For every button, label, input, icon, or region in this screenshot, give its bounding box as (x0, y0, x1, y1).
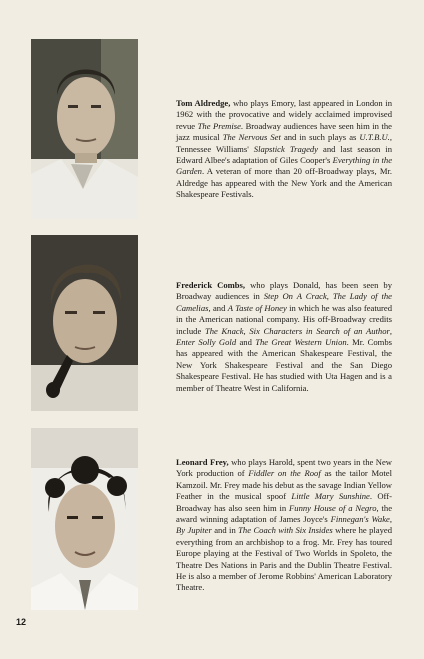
work-title: Step On A Crack (263, 291, 327, 302)
bio-paragraph (176, 280, 392, 394)
bio-text (176, 98, 392, 199)
bio-text-run: where he played everything from an archbishop to a frog. Mr. Frey has toured Europe playing at the Festival of Two Worlds in Spoleto, the Theatre Des Nations in Paris and the Dublin Theatre Festival. He is also a member of Jerome Robbins' American Laboratory Theatre. (176, 525, 392, 593)
bio-paragraph (176, 457, 392, 594)
bio-text-run: in which he was also featured in the American national company. His off-Broadway credits include (176, 302, 392, 336)
bio-text-run: . Off-Broadway has also seen him in (176, 491, 392, 513)
bio-text-run: , (389, 325, 392, 336)
work-title: The Coach with Six Insides (238, 525, 333, 536)
work-title: Funny House of a Negro (289, 502, 377, 513)
bio-combs (176, 280, 392, 394)
work-title: Enter Solly Gold (176, 337, 237, 348)
actor-name: Tom Aldredge, (176, 98, 231, 108)
bio-text-run: who plays Emory, last appeared in London in 1962 with the provocative and widely acclaimed improvised revue (176, 98, 392, 131)
bio-text-run: and last season in Edward Albee's adaptation of Giles Cooper's (176, 143, 392, 166)
bio-text-run: . Mr. Combs has appeared with the American Shakespeare Festival, the New York Shakespeare Festival and the San Diego Shakespeare Festival. He has studied with Uta Hagen and is a member of Theatre West in California. (176, 337, 393, 393)
work-title: U.T.B.U. (359, 132, 390, 143)
work-title: Everything in the Garden (176, 155, 393, 177)
work-title: Slapstick Tragedy (253, 143, 318, 154)
bio-text-run: , and (208, 302, 228, 313)
actor-name: Frederick Combs, (176, 280, 246, 290)
work-title: Finnegan's Wake (330, 514, 390, 525)
bio-text-run: and in (211, 525, 239, 536)
bio-text-run: as the tailor Motel Kamzoil. Mr. Frey made his debut as the savage Indian Yellow Feather in the musical spoof (176, 468, 393, 502)
bio-text-run: , (389, 514, 392, 525)
work-title: The Great Western Union (255, 337, 347, 348)
bio-text-run: , (243, 325, 250, 336)
actor-name: Leonard Frey, (176, 457, 229, 467)
bio-paragraph (176, 98, 392, 201)
work-title: Little Mary Sunshine (291, 491, 370, 502)
bio-text-run: , Tennessee Williams' (176, 132, 392, 154)
bio-text-run: who plays Donald, has been seen by Broadway audiences in (176, 280, 393, 302)
bio-text-run: and in such plays as (280, 132, 360, 143)
bio-text (176, 280, 392, 393)
bio-text-run: . A veteran of more than 20 off-Broadway plays, Mr. Aldredge has appeared with the New York and the American Shakespeare Festivals. (176, 166, 392, 200)
bio-text-run: , (326, 291, 333, 302)
work-title: Six Characters in Search of an Author (249, 325, 390, 336)
portrait-photo-combs (31, 235, 138, 411)
bio-frey (176, 457, 392, 594)
portrait-photo-frey (31, 428, 138, 610)
work-title: The Nervous Set (222, 132, 281, 143)
bio-aldredge (176, 98, 392, 201)
work-title: The Knack (204, 325, 244, 336)
page-number: 12 (16, 617, 27, 627)
work-title: The Premise (197, 120, 241, 131)
bio-text-run: who plays Harold, spent two years in the New York production of (176, 457, 392, 479)
work-title: Fiddler on the Roof (248, 468, 321, 479)
work-title: The Lady of the Camelias (176, 291, 392, 313)
portrait-photo-aldredge (31, 39, 138, 219)
work-title: By Jupiter (176, 525, 212, 536)
bio-text-run: . Broadway audiences have seen him in the jazz musical (176, 120, 392, 143)
bio-text-run: , the award winning adaptation of James Joyce's (176, 502, 393, 525)
bio-text-run: and (236, 337, 256, 348)
bio-text (176, 457, 392, 592)
work-title: A Taste of Honey (227, 302, 287, 313)
